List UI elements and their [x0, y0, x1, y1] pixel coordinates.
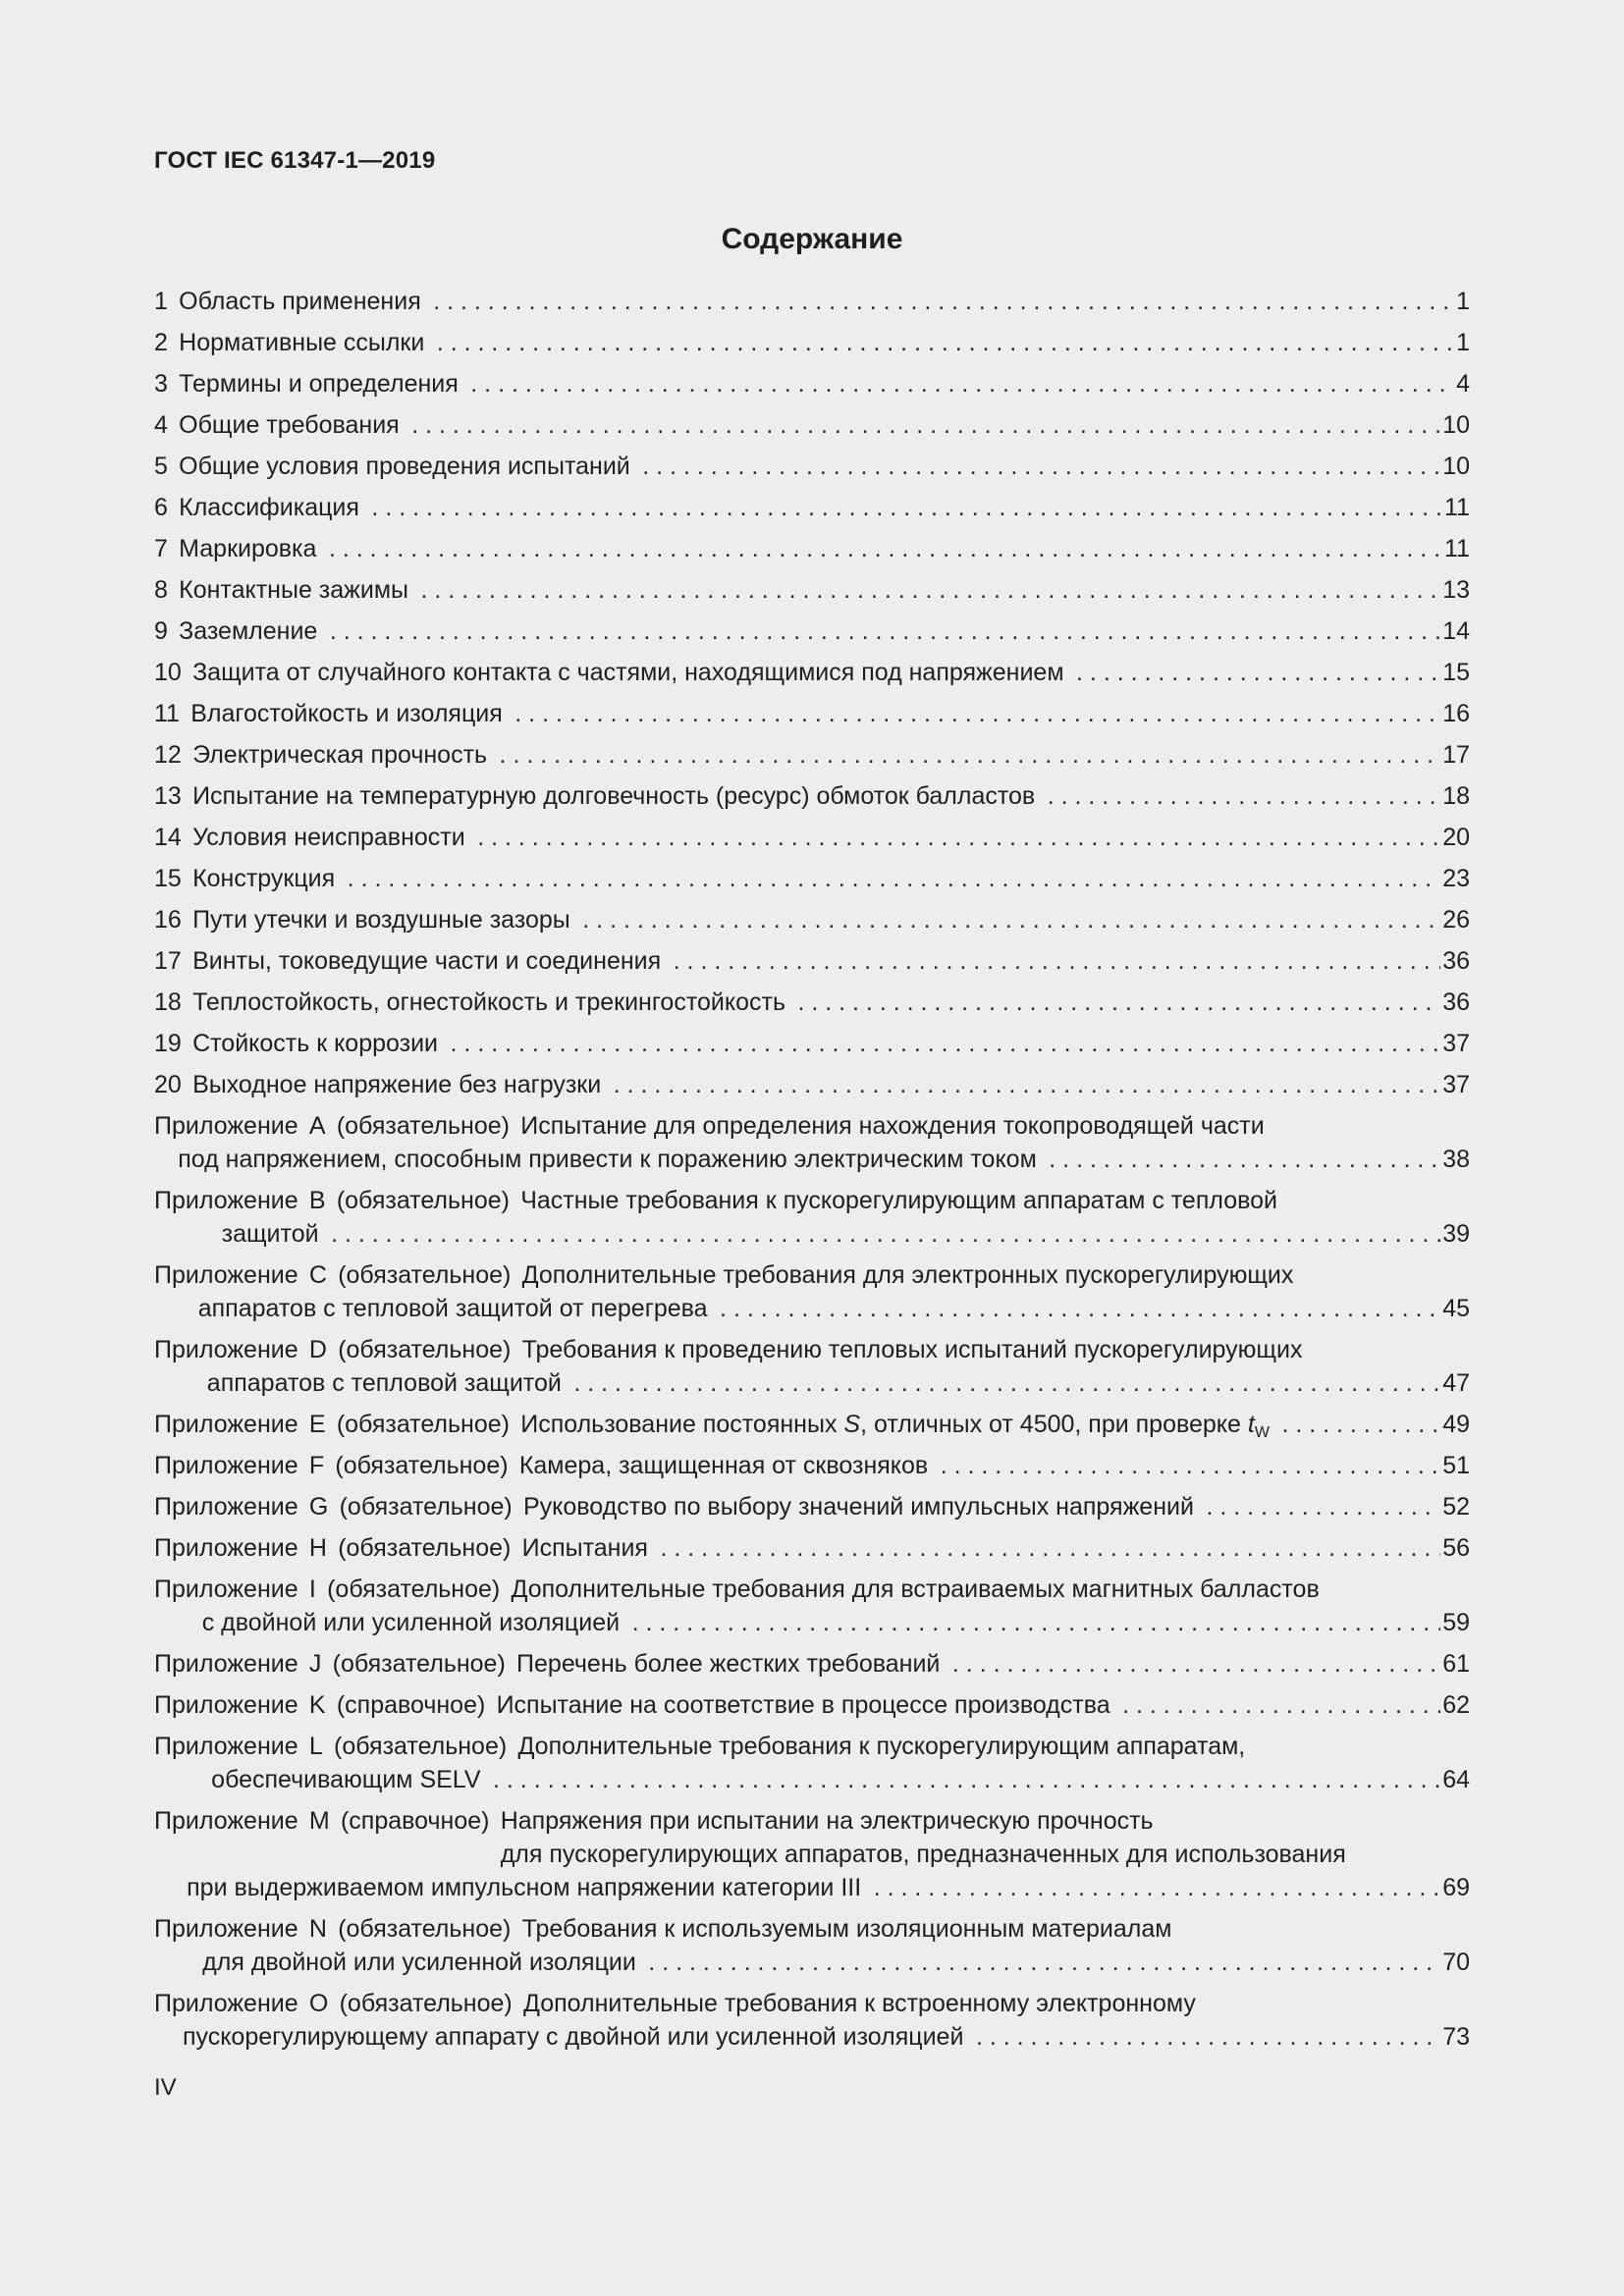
toc-line [154, 491, 1470, 524]
toc-line [154, 1688, 1470, 1722]
leader-dots [573, 1366, 1440, 1400]
annex-category: (обязательное) [338, 1534, 512, 1562]
leader-dots [371, 491, 1442, 524]
leader-dots [1049, 1143, 1440, 1176]
section-number: 11 [154, 700, 180, 727]
annex-title: пускорегулирующему аппарату с двойной или усиленной изоляцией [182, 2023, 964, 2051]
section-title: Защита от случайного контакта с частями, находящимися под напряжением [192, 659, 1064, 686]
annex-title: для пускорегулирующих аппаратов, предназначенных для использования [500, 1841, 1346, 1868]
toc-line [154, 1184, 1470, 1217]
toc-annex-entry [154, 1688, 1470, 1722]
toc-entry [154, 491, 1470, 524]
page-ref: 10 [1442, 411, 1470, 439]
toc-line [154, 532, 1470, 565]
toc-line [154, 326, 1470, 359]
annex-word: Приложение [154, 1807, 298, 1835]
page-ref: 38 [1442, 1146, 1470, 1173]
annex-title: Дополнительные требования к пускорегулирующим аппаратам, [517, 1733, 1246, 1760]
leader-dots [421, 573, 1441, 607]
leader-dots [514, 697, 1440, 730]
leader-dots [660, 1531, 1440, 1565]
section-title: Испытание на температурную долговечность (ресурс) обмоток балластов [192, 782, 1036, 810]
annex-word: Приложение [154, 1336, 298, 1363]
toc-line [154, 1366, 1470, 1400]
section-title: Контактные зажимы [179, 576, 409, 604]
annex-title: для двойной или усиленной изоляции [202, 1949, 636, 1976]
page-ref: 56 [1442, 1534, 1470, 1562]
section-title: Конструкция [192, 865, 336, 892]
toc-line [154, 986, 1470, 1019]
section-number: 19 [154, 1030, 182, 1057]
toc-line [154, 408, 1470, 442]
annex-category: (обязательное) [338, 1915, 512, 1943]
annex-word: Приложение [154, 1493, 298, 1521]
annex-word: Приложение [154, 1733, 298, 1760]
annex-prefix [154, 1912, 522, 1946]
annex-category: (обязательное) [335, 1452, 509, 1479]
annex-letter: E [308, 1411, 326, 1438]
annex-title: Испытание на соответствие в процессе производства [496, 1691, 1110, 1719]
page-ref: 36 [1442, 947, 1470, 975]
toc-line [154, 450, 1470, 483]
page-ref: 49 [1442, 1411, 1470, 1438]
page-ref: 26 [1442, 906, 1470, 934]
toc-annex-entry [154, 1804, 1470, 1904]
annex-word: Приложение [154, 1990, 298, 2017]
annex-letter: N [308, 1915, 327, 1943]
toc-line [154, 1490, 1470, 1523]
section-number: 1 [154, 288, 168, 315]
page-ref: 69 [1442, 1874, 1470, 1901]
annex-word: Приложение [154, 1915, 298, 1943]
annex-letter: A [308, 1112, 326, 1140]
toc-line [154, 1606, 1470, 1639]
annex-title: Требования к используемым изоляционным материалам [521, 1915, 1172, 1943]
annex-prefix [154, 1449, 519, 1482]
leader-dots [642, 450, 1440, 483]
toc-entry [154, 532, 1470, 565]
toc-line [154, 1408, 1470, 1441]
toc-annex-entry [154, 1109, 1470, 1176]
page-ref: 52 [1442, 1493, 1470, 1521]
annex-category: (обязательное) [336, 1112, 510, 1140]
annex-letter: B [308, 1187, 326, 1214]
page-ref: 16 [1442, 700, 1470, 727]
annex-category: (обязательное) [338, 1261, 512, 1289]
page-ref: 51 [1442, 1452, 1470, 1479]
page-number: IV [154, 2074, 177, 2101]
page-ref: 15 [1442, 659, 1470, 686]
annex-letter: D [308, 1336, 327, 1363]
toc-annex-entry [154, 1258, 1470, 1325]
leader-dots [437, 326, 1454, 359]
annex-prefix [154, 1184, 520, 1217]
document-code: ГОСТ IEC 61347-1—2019 [154, 147, 436, 174]
toc-line [154, 821, 1470, 854]
toc-entry [154, 326, 1470, 359]
leader-dots [330, 614, 1440, 648]
leader-dots [1122, 1688, 1440, 1722]
toc-line [154, 1987, 1470, 2020]
toc-line [154, 1217, 1470, 1251]
toc-line [154, 862, 1470, 895]
toc-line [154, 1804, 1470, 1838]
toc-line [154, 903, 1470, 936]
annex-letter: L [308, 1733, 323, 1760]
leader-dots [797, 986, 1440, 1019]
annex-category: (справочное) [340, 1807, 490, 1835]
page-ref: 20 [1442, 824, 1470, 851]
annex-title: защитой [221, 1220, 319, 1248]
leader-dots [433, 285, 1454, 318]
annex-category: (обязательное) [336, 1411, 510, 1438]
page-ref: 10 [1442, 453, 1470, 480]
section-title: Теплостойкость, огнестойкость и трекингостойкость [192, 988, 785, 1016]
annex-letter: F [308, 1452, 325, 1479]
section-number: 17 [154, 947, 182, 975]
toc-annex-entry [154, 1408, 1470, 1441]
section-title: Пути утечки и воздушные зазоры [192, 906, 570, 934]
page-ref: 64 [1442, 1766, 1470, 1793]
leader-dots [632, 1606, 1441, 1639]
section-title: Винты, токоведущие части и соединения [192, 947, 662, 975]
leader-dots [941, 1449, 1440, 1482]
annex-letter: O [308, 1990, 329, 2017]
page-ref: 45 [1442, 1295, 1470, 1322]
annex-word: Приложение [154, 1187, 298, 1214]
leader-dots [674, 944, 1441, 978]
toc-annex-entry [154, 1730, 1470, 1796]
leader-dots [348, 862, 1441, 895]
annex-prefix [154, 1804, 501, 1838]
toc-line [154, 1531, 1470, 1565]
leader-dots [493, 1763, 1440, 1796]
toc-line [154, 738, 1470, 772]
leader-dots [329, 532, 1442, 565]
annex-title: при выдерживаемом импульсном напряжении категории III [187, 1874, 862, 1901]
leader-dots [648, 1946, 1440, 1979]
toc-entry [154, 285, 1470, 318]
page-ref: 39 [1442, 1220, 1470, 1248]
annex-prefix [154, 1987, 523, 2020]
toc-entry [154, 1027, 1470, 1060]
leader-dots [614, 1068, 1440, 1101]
page-ref: 70 [1442, 1949, 1470, 1976]
annex-title: Перечень более жестких требований [516, 1650, 941, 1678]
toc-annex-entry [154, 1647, 1470, 1681]
toc-line [154, 656, 1470, 689]
annex-title: Дополнительные требования к встроенному электронному [523, 1990, 1196, 2017]
toc-annex-entry [154, 1333, 1470, 1400]
toc-line [154, 1143, 1470, 1176]
toc-line [154, 1333, 1470, 1366]
toc-entry [154, 821, 1470, 854]
page-ref: 59 [1442, 1609, 1470, 1636]
toc-entry [154, 944, 1470, 978]
leader-dots [411, 408, 1440, 442]
annex-word: Приложение [154, 1112, 298, 1140]
toc-annex-entry [154, 1490, 1470, 1523]
annex-category: (обязательное) [338, 1336, 512, 1363]
section-number: 7 [154, 535, 168, 562]
section-number: 6 [154, 494, 168, 521]
annex-title: Использование постоянных S, отличных от 4500, при проверке $t_W$ [520, 1411, 1270, 1441]
toc-entry [154, 656, 1470, 689]
italic-t: t [1247, 1411, 1255, 1438]
page-ref: 11 [1444, 494, 1470, 521]
annex-category: (обязательное) [339, 1990, 513, 2017]
page-ref: 61 [1442, 1650, 1470, 1678]
toc-entry [154, 986, 1470, 1019]
annex-letter: C [308, 1261, 327, 1289]
annex-prefix [154, 1258, 522, 1292]
section-number: 5 [154, 453, 168, 480]
page-ref: 62 [1442, 1691, 1470, 1719]
annex-word: Приложение [154, 1691, 298, 1719]
page-ref: 14 [1442, 617, 1470, 645]
annex-title: Камера, защищенная от сквозняков [518, 1452, 929, 1479]
section-title: Условия неисправности [192, 824, 465, 851]
toc-line [154, 1258, 1470, 1292]
toc-line [154, 1838, 1470, 1871]
toc-line [154, 1871, 1470, 1904]
toc-line [154, 779, 1470, 813]
section-title: Общие требования [179, 411, 400, 439]
annex-category: (обязательное) [327, 1575, 501, 1603]
annex-word: Приложение [154, 1575, 298, 1603]
section-number: 20 [154, 1071, 182, 1098]
toc-entry [154, 573, 1470, 607]
toc-entry [154, 1068, 1470, 1101]
section-number: 8 [154, 576, 168, 604]
leader-dots [470, 367, 1454, 400]
page-ref: 23 [1442, 865, 1470, 892]
annex-category: (обязательное) [334, 1733, 508, 1760]
section-title: Электрическая прочность [192, 741, 488, 769]
leader-dots [582, 903, 1440, 936]
annex-word: Приложение [154, 1261, 298, 1289]
annex-title: аппаратов с тепловой защитой от перегрева [197, 1295, 708, 1322]
toc-line [154, 1027, 1470, 1060]
leader-dots [500, 738, 1441, 772]
leader-dots [451, 1027, 1441, 1060]
page-ref: 1 [1456, 329, 1470, 356]
toc-line [154, 1068, 1470, 1101]
toc-line [154, 1912, 1470, 1946]
toc-entry [154, 862, 1470, 895]
leader-dots [952, 1647, 1440, 1681]
leader-dots [1076, 656, 1440, 689]
toc-annex-entry [154, 1987, 1470, 2054]
toc-entry [154, 450, 1470, 483]
annex-title: под напряжением, способным привести к поражению электрическим током [178, 1146, 1037, 1173]
annex-prefix [154, 1688, 497, 1722]
page-ref: 4 [1456, 370, 1470, 398]
table-of-contents [154, 285, 1470, 2061]
page-ref: 18 [1442, 782, 1470, 810]
annex-word: Приложение [154, 1411, 298, 1438]
toc-line [154, 1573, 1470, 1606]
toc-line [154, 1292, 1470, 1325]
annex-title: Требования к проведению тепловых испытаний пускорегулирующих [521, 1336, 1303, 1363]
page-ref: 37 [1442, 1071, 1470, 1098]
annex-title: с двойной или усиленной изоляцией [201, 1609, 621, 1636]
annex-prefix [154, 1408, 520, 1441]
toc-annex-entry [154, 1912, 1470, 1979]
annex-title: Частные требования к пускорегулирующим аппаратам с тепловой [520, 1187, 1278, 1214]
section-title: Общие условия проведения испытаний [179, 453, 630, 480]
annex-letter: M [308, 1807, 330, 1835]
annex-title: Дополнительные требования для встраиваемых магнитных балластов [511, 1575, 1320, 1603]
toc-annex-entry [154, 1573, 1470, 1639]
annex-title: Испытания [521, 1534, 648, 1562]
section-number: 9 [154, 617, 168, 645]
toc-line [154, 573, 1470, 607]
toc-line [154, 1647, 1470, 1681]
toc-line [154, 1946, 1470, 1979]
section-number: 2 [154, 329, 168, 356]
toc-entry [154, 779, 1470, 813]
toc-entry [154, 903, 1470, 936]
toc-line [154, 2020, 1470, 2054]
annex-prefix [154, 1573, 512, 1606]
section-title: Нормативные ссылки [179, 329, 425, 356]
toc-line [154, 1763, 1470, 1796]
page-ref: 13 [1442, 576, 1470, 604]
annex-prefix [154, 1109, 520, 1143]
section-title: Классификация [179, 494, 359, 521]
section-title: Область применения [179, 288, 421, 315]
section-number: 13 [154, 782, 182, 810]
toc-entry [154, 408, 1470, 442]
annex-category: (обязательное) [336, 1187, 510, 1214]
leader-dots [976, 2020, 1440, 2054]
section-number: 4 [154, 411, 168, 439]
annex-title: Руководство по выбору значений импульсных напряжений [523, 1493, 1194, 1521]
page-ref: 73 [1442, 2023, 1470, 2051]
toc-line [154, 944, 1470, 978]
toc-line [154, 697, 1470, 730]
page-ref: 37 [1442, 1030, 1470, 1057]
toc-line [154, 1449, 1470, 1482]
leader-dots [331, 1217, 1440, 1251]
annex-title: Напряжения при испытании на электрическую прочность [500, 1807, 1154, 1835]
leader-dots [1048, 779, 1440, 813]
toc-annex-entry [154, 1531, 1470, 1565]
section-title: Термины и определения [179, 370, 459, 398]
annex-prefix [154, 1490, 523, 1523]
toc-line [154, 1730, 1470, 1763]
annex-prefix [154, 1647, 516, 1681]
subscript: W [1254, 1424, 1270, 1441]
annex-letter: K [308, 1691, 326, 1719]
annex-title: Дополнительные требования для электронных пускорегулирующих [521, 1261, 1294, 1289]
annex-prefix [154, 1333, 522, 1366]
section-number: 10 [154, 659, 182, 686]
annex-title: обеспечивающим SELV [211, 1766, 481, 1793]
annex-word: Приложение [154, 1534, 298, 1562]
annex-letter: I [308, 1575, 316, 1603]
toc-annex-entry [154, 1449, 1470, 1482]
annex-letter: J [308, 1650, 322, 1678]
annex-title: аппаратов с тепловой защитой [206, 1369, 562, 1397]
toc-annex-entry [154, 1184, 1470, 1251]
page-ref: 36 [1442, 988, 1470, 1016]
section-number: 14 [154, 824, 182, 851]
toc-entry [154, 614, 1470, 648]
section-number: 16 [154, 906, 182, 934]
leader-dots [874, 1871, 1441, 1904]
annex-word: Приложение [154, 1650, 298, 1678]
toc-line [154, 367, 1470, 400]
leader-dots [720, 1292, 1440, 1325]
annex-category: (обязательное) [332, 1650, 506, 1678]
toc-line [154, 614, 1470, 648]
toc-entry [154, 367, 1470, 400]
annex-letter: H [308, 1534, 327, 1562]
page-ref: 17 [1442, 741, 1470, 769]
toc-line [154, 1109, 1470, 1143]
annex-prefix [154, 1531, 522, 1565]
toc-entry [154, 697, 1470, 730]
section-number: 15 [154, 865, 182, 892]
page-ref: 11 [1444, 535, 1470, 562]
section-number: 3 [154, 370, 168, 398]
toc-title: Содержание [721, 223, 903, 255]
italic-s: S [843, 1411, 861, 1438]
annex-word: Приложение [154, 1452, 298, 1479]
page-ref: 47 [1442, 1369, 1470, 1397]
section-title: Выходное напряжение без нагрузки [192, 1071, 602, 1098]
leader-dots [1206, 1490, 1440, 1523]
section-title: Заземление [179, 617, 318, 645]
page-ref: 1 [1456, 288, 1470, 315]
section-number: 18 [154, 988, 182, 1016]
annex-category: (справочное) [336, 1691, 486, 1719]
annex-title: Испытание для определения нахождения токопроводящей части [520, 1112, 1265, 1140]
annex-letter: G [308, 1493, 329, 1521]
annex-prefix [154, 1730, 517, 1763]
section-number: 12 [154, 741, 182, 769]
section-title: Стойкость к коррозии [192, 1030, 439, 1057]
leader-dots [477, 821, 1440, 854]
section-title: Влагостойкость и изоляция [190, 700, 503, 727]
leader-dots [1281, 1408, 1440, 1441]
toc-line [154, 285, 1470, 318]
section-title: Маркировка [179, 535, 317, 562]
annex-category: (обязательное) [339, 1493, 513, 1521]
toc-entry [154, 738, 1470, 772]
